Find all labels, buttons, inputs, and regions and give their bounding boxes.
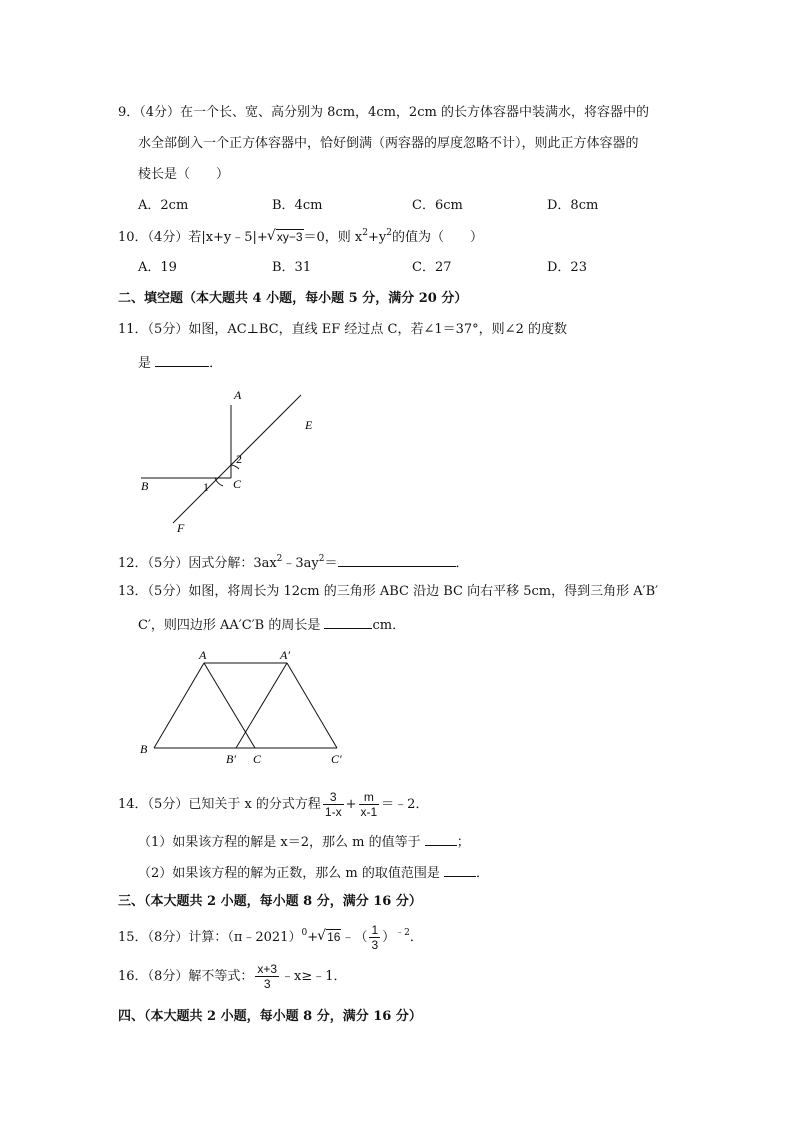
q10-option-b: B．31 [272, 260, 312, 275]
q13-line2-prefix: C′，则四边形 AA′C′B 的周长是 [138, 618, 321, 633]
q15-stem [118, 922, 423, 954]
q14-sub2 [138, 862, 489, 883]
q12-sup2: 2 [318, 554, 325, 564]
q10-middle: ＝0，则 x [303, 230, 363, 245]
q16-suffix: ﹣x≥﹣1． [281, 969, 347, 984]
q15-frac-num: 1 [371, 923, 379, 937]
q10-suffix: 的值为（ ） [391, 230, 483, 245]
q14-sub2-prefix: （2）如果该方程的解为正数，那么 m 的取值范围是 [138, 866, 440, 881]
label-e: E [305, 418, 313, 432]
q12-answer-blank[interactable] [338, 552, 456, 567]
q11-line1: 11．（5分）如图，AC⊥BC，直线 EF 经过点 C，若∠1＝37°，则∠2 的度数 [118, 322, 567, 337]
q15-close: ） [382, 930, 396, 945]
segment-a-prime-c-prime [287, 663, 337, 748]
q14-frac2-num: m [359, 790, 380, 805]
sqrt-symbol [268, 228, 304, 247]
q12-suffix: ． [455, 556, 469, 571]
q14-frac2-den: x-1 [360, 805, 378, 819]
q9-option-a: A．2cm [138, 198, 189, 213]
q14-suffix: ＝﹣2． [381, 797, 429, 812]
label-b: B [140, 742, 148, 756]
q11-figure [135, 385, 335, 535]
q12-stem [118, 552, 469, 574]
section-4-heading: 四、（本大题共 2 小题，每小题 8 分，满分 16 分） [118, 1009, 422, 1024]
q11-line2-prefix: 是 [138, 356, 152, 371]
q10-option-c: C．27 [412, 260, 452, 275]
q14-plus: + [345, 797, 357, 812]
q14-stem [118, 790, 428, 820]
q15-sup0: 0 [301, 928, 308, 938]
q15-prefix: 15．（8分）计算：（π﹣2021） [118, 930, 302, 945]
q10-sup2: 2 [386, 228, 392, 238]
label-c: C [233, 477, 242, 491]
q10-option-a: A．19 [138, 260, 177, 275]
q14-sub2-suffix: ． [476, 866, 490, 881]
q15-radicand: 16 [327, 930, 341, 944]
q11-answer-blank[interactable] [155, 352, 209, 367]
q15-fraction [369, 923, 380, 952]
q14-prefix: 14．（5分）已知关于 x 的分式方程 [118, 797, 321, 812]
q9-line3: 棱长是（ ） [138, 167, 230, 182]
label-c-prime: C′ [331, 752, 342, 766]
section-2-heading: 二、填空题（本大题共 4 小题，每小题 5 分，满分 20 分） [118, 291, 468, 306]
q9-option-b: B．4cm [272, 198, 323, 213]
q14-sub1-answer-blank[interactable] [425, 831, 457, 846]
q13-answer-blank[interactable] [324, 614, 372, 629]
q12-sup1: 2 [276, 554, 283, 564]
q14-fraction-2 [359, 790, 380, 819]
segment-a-c [204, 663, 255, 748]
q9-line2: 水全部倒入一个正方体容器中，恰好倒满（两容器的厚度忽略不计），则此正方体容器的 [138, 136, 639, 151]
q14-frac1-num: 3 [323, 790, 344, 805]
q15-frac-den: 3 [371, 938, 379, 952]
q15-plus: + [307, 930, 319, 945]
q16-prefix: 16．（8分）解不等式： [118, 969, 254, 984]
label-a-prime: A′ [280, 648, 290, 662]
q13-line2 [138, 614, 405, 635]
q15-minus: ﹣（ [341, 930, 368, 945]
q10-sup1: 2 [362, 228, 368, 238]
q13-figure [135, 645, 355, 770]
q16-stem [118, 962, 347, 992]
q9-option-d: D．8cm [547, 198, 599, 213]
q10-prefix: 10．（4分）若|x+y﹣5|+ [118, 230, 268, 245]
sqrt-symbol [318, 922, 341, 953]
label-b: B [141, 479, 149, 493]
q13-line1: 13．（5分）如图，将周长为 12cm 的三角形 ABC 沿边 BC 向右平移 5cm，得到三角形 A′B′ [118, 584, 659, 599]
q14-sub1-suffix: ； [456, 835, 470, 850]
q12-prefix: 12．（5分）因式分解：3ax [118, 556, 277, 571]
label-c: C [253, 752, 262, 766]
q15-supneg: ﹣2 [395, 928, 410, 938]
q14-sub1-prefix: （1）如果该方程的解是 x＝2，那么 m 的值等于 [138, 835, 421, 850]
label-a: A [234, 388, 242, 402]
q16-frac-den: 3 [263, 977, 271, 991]
q11-line2 [138, 352, 222, 373]
q12-middle: ﹣3ay [282, 556, 319, 571]
label-1: 1 [203, 480, 209, 494]
q12-eq: ＝ [324, 556, 338, 571]
label-b-prime: B′ [226, 752, 236, 766]
q10-plus: +y [367, 230, 387, 245]
q10-radicand: xy−3 [276, 230, 303, 244]
label-2: 2 [236, 452, 242, 466]
q16-frac-num: x+3 [257, 962, 278, 976]
segment-a-b [154, 663, 204, 748]
label-f: F [177, 521, 185, 535]
q10-stem [118, 228, 483, 248]
q14-sub1 [138, 831, 470, 852]
q13-line2-suffix: cm． [372, 618, 406, 633]
q9-option-c: C．6cm [412, 198, 463, 213]
section-3-heading: 三、（本大题共 2 小题，每小题 8 分，满分 16 分） [118, 894, 422, 909]
q16-fraction [255, 962, 279, 991]
q14-frac1-den: 1-x [324, 805, 342, 819]
segment-a-prime-b-prime [236, 663, 287, 748]
q9-line1: 9．（4分）在一个长、宽、高分别为 8cm，4cm，2cm 的长方体容器中装满水，将容器中的 [118, 105, 649, 120]
q10-option-d: D．23 [547, 260, 587, 275]
label-a: A [199, 648, 207, 662]
q11-line2-suffix: ． [209, 356, 223, 371]
q14-fraction-1 [323, 790, 344, 819]
q14-sub2-answer-blank[interactable] [444, 862, 476, 877]
q15-end: ． [409, 930, 423, 945]
